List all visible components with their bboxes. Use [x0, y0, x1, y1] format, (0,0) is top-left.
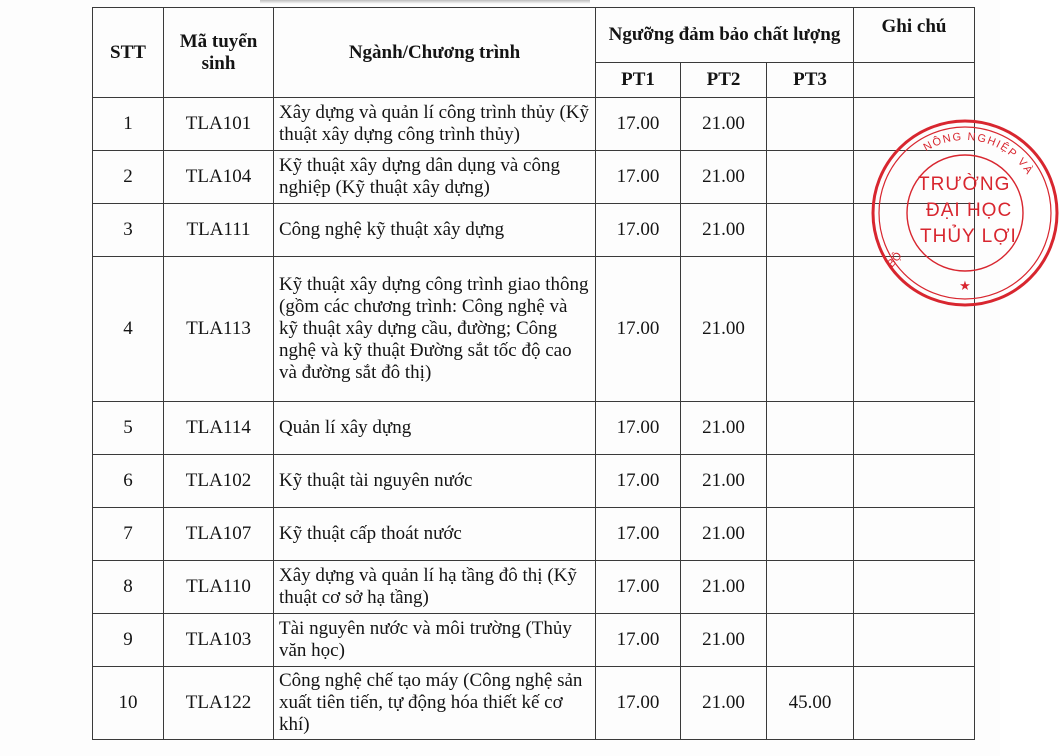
cell-pt2: 21.00	[681, 402, 767, 455]
cell-stt: 9	[93, 614, 164, 667]
cell-code: TLA114	[164, 402, 274, 455]
cell-pt3	[767, 614, 854, 667]
table-row	[93, 561, 975, 614]
table-row	[93, 402, 975, 455]
cell-note	[854, 455, 975, 508]
cell-note	[854, 98, 975, 151]
cell-pt3	[767, 402, 854, 455]
cell-note	[854, 257, 975, 402]
cell-program: Kỹ thuật xây dựng công trình giao thông (gồm các chương trình: Công nghệ và kỹ thuật xây dựng cầu, đường; Công nghệ và kỹ thuật Đường sắt tốc độ cao và đường sắt đô thị)	[274, 257, 596, 402]
header-pt1: PT1	[596, 63, 681, 98]
cell-stt: 6	[93, 455, 164, 508]
cell-pt1: 17.00	[596, 98, 681, 151]
cell-stt: 1	[93, 98, 164, 151]
cell-pt3	[767, 204, 854, 257]
header-pt2: PT2	[681, 63, 767, 98]
cell-pt2: 21.00	[681, 151, 767, 204]
cell-pt3	[767, 151, 854, 204]
cell-stt: 3	[93, 204, 164, 257]
cell-pt2: 21.00	[681, 455, 767, 508]
cell-code: TLA122	[164, 667, 274, 740]
cell-program: Xây dựng và quản lí công trình thủy (Kỹ thuật xây dựng công trình thủy)	[274, 98, 596, 151]
seal-line-1: TRƯỜNG	[918, 174, 1011, 195]
cell-pt3: 45.00	[767, 667, 854, 740]
cell-pt1: 17.00	[596, 151, 681, 204]
cell-pt3	[767, 561, 854, 614]
cell-pt1: 17.00	[596, 455, 681, 508]
cell-code: TLA102	[164, 455, 274, 508]
cell-stt: 5	[93, 402, 164, 455]
cell-pt2: 21.00	[681, 98, 767, 151]
header-note: Ghi chú	[854, 8, 975, 63]
cell-code: TLA111	[164, 204, 274, 257]
cell-program: Công nghệ chế tạo máy (Công nghệ sản xuất tiên tiến, tự động hóa thiết kế cơ khí)	[274, 667, 596, 740]
table-row	[93, 257, 975, 402]
cell-pt3	[767, 508, 854, 561]
cell-pt1: 17.00	[596, 257, 681, 402]
table-row	[93, 614, 975, 667]
cell-pt1: 17.00	[596, 402, 681, 455]
seal-star-icon: ★	[959, 279, 971, 294]
header-admission-code: Mã tuyển sinh	[164, 8, 274, 98]
cell-pt3	[767, 455, 854, 508]
cell-code: TLA110	[164, 561, 274, 614]
cell-pt1: 17.00	[596, 204, 681, 257]
cell-program: Kỹ thuật tài nguyên nước	[274, 455, 596, 508]
cell-pt3	[767, 257, 854, 402]
cell-pt2: 21.00	[681, 204, 767, 257]
cell-stt: 4	[93, 257, 164, 402]
previous-line-fragment	[260, 0, 590, 4]
cell-program: Kỹ thuật cấp thoát nước	[274, 508, 596, 561]
header-quality-threshold: Ngưỡng đảm bảo chất lượng	[596, 8, 854, 63]
table-row	[93, 667, 975, 740]
cell-pt1: 17.00	[596, 508, 681, 561]
cell-pt1: 17.00	[596, 667, 681, 740]
cell-pt2: 21.00	[681, 614, 767, 667]
cell-note	[854, 561, 975, 614]
cell-note	[854, 151, 975, 204]
cell-code: TLA113	[164, 257, 274, 402]
header-row-top	[93, 8, 975, 63]
seal-line-3: THỦY LỢI	[920, 226, 1017, 247]
cell-note	[854, 402, 975, 455]
cell-code: TLA103	[164, 614, 274, 667]
cell-program: Kỹ thuật xây dựng dân dụng và công nghiệp (Kỹ thuật xây dựng)	[274, 151, 596, 204]
seal-outer-text: NÔNG NGHIỆP VÀ	[921, 130, 1036, 178]
header-pt3: PT3	[767, 63, 854, 98]
cell-stt: 2	[93, 151, 164, 204]
cell-code: TLA101	[164, 98, 274, 151]
cell-program: Tài nguyên nước và môi trường (Thủy văn học)	[274, 614, 596, 667]
cell-pt1: 17.00	[596, 561, 681, 614]
header-note-blank	[854, 63, 975, 98]
cell-pt2: 21.00	[681, 257, 767, 402]
table-row	[93, 204, 975, 257]
cell-pt2: 21.00	[681, 667, 767, 740]
cell-program: Quản lí xây dựng	[274, 402, 596, 455]
cell-note	[854, 204, 975, 257]
cell-stt: 10	[93, 667, 164, 740]
table-row	[93, 455, 975, 508]
seal-line-2: ĐẠI HỌC	[926, 200, 1013, 221]
cell-program: Xây dựng và quản lí hạ tầng đô thị (Kỹ thuật cơ sở hạ tầng)	[274, 561, 596, 614]
cell-code: TLA107	[164, 508, 274, 561]
cell-pt3	[767, 98, 854, 151]
table-row	[93, 508, 975, 561]
cell-code: TLA104	[164, 151, 274, 204]
cell-stt: 8	[93, 561, 164, 614]
cell-pt1: 17.00	[596, 614, 681, 667]
table-row	[93, 151, 975, 204]
cell-program: Công nghệ kỹ thuật xây dựng	[274, 204, 596, 257]
cell-note	[854, 508, 975, 561]
cell-stt: 7	[93, 508, 164, 561]
header-stt: STT	[93, 8, 164, 98]
table-row	[93, 98, 975, 151]
cell-note	[854, 667, 975, 740]
cell-note	[854, 614, 975, 667]
header-program: Ngành/Chương trình	[274, 8, 596, 98]
seal-left-text: BỘ	[885, 250, 905, 270]
cell-pt2: 21.00	[681, 561, 767, 614]
admission-threshold-table	[92, 7, 975, 740]
cell-pt2: 21.00	[681, 508, 767, 561]
